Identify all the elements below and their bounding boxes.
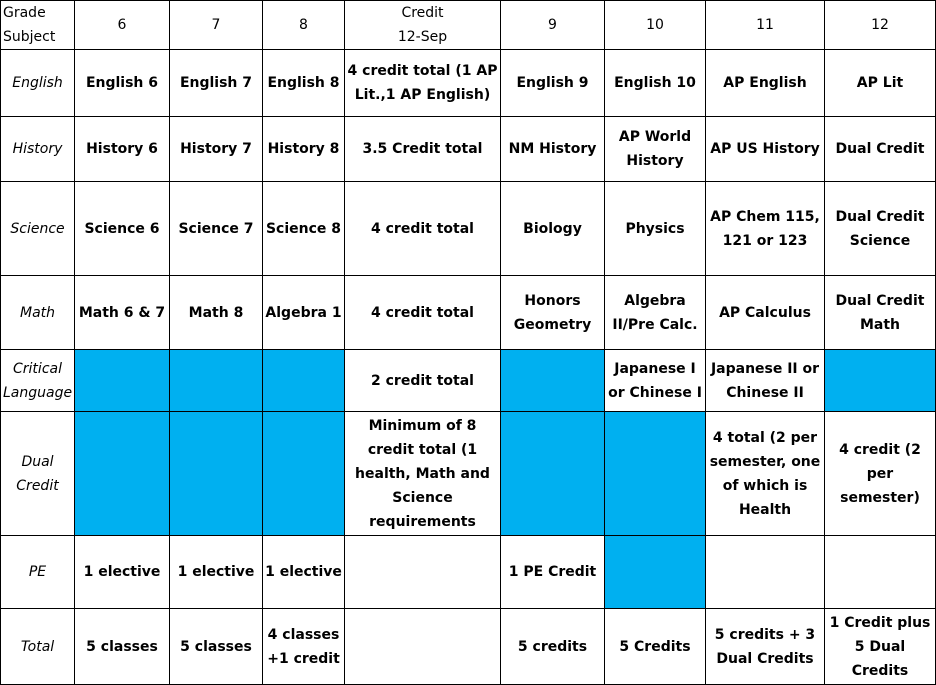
table-cell: 4 credit total [345, 276, 501, 350]
table-cell: Math 6 & 7 [75, 276, 170, 350]
row-label: History [1, 117, 75, 182]
row-label: Math [1, 276, 75, 350]
table-cell: Physics [605, 182, 706, 276]
table-cell [345, 609, 501, 685]
table-row [1, 536, 936, 609]
table-cell: 5 classes [75, 609, 170, 685]
table-cell: English 8 [263, 50, 345, 117]
highlighted-cell [263, 350, 345, 412]
table-cell: AP Chem 115, 121 or 123 [706, 182, 825, 276]
table-cell: 4 total (2 per semester, one of which is Health [706, 412, 825, 536]
table-row [1, 412, 936, 536]
table-row [1, 50, 936, 117]
table-cell: AP Lit [825, 50, 936, 117]
table-cell: AP World History [605, 117, 706, 182]
table-cell: 1 Credit plus 5 Dual Credits [825, 609, 936, 685]
table-cell: Science 8 [263, 182, 345, 276]
table-cell: History 6 [75, 117, 170, 182]
column-header: 6 [75, 1, 170, 50]
table-cell: 1 PE Credit [501, 536, 605, 609]
column-header: 7 [170, 1, 263, 50]
table-cell: 1 elective [263, 536, 345, 609]
table-cell: Algebra 1 [263, 276, 345, 350]
table-cell [706, 536, 825, 609]
highlighted-cell [170, 412, 263, 536]
table-cell [825, 536, 936, 609]
table-cell: Honors Geometry [501, 276, 605, 350]
table-cell: 5 credits [501, 609, 605, 685]
table-cell: 4 classes +1 credit [263, 609, 345, 685]
table-cell: 1 elective [170, 536, 263, 609]
table-cell: English 10 [605, 50, 706, 117]
table-cell: AP English [706, 50, 825, 117]
column-header: 12 [825, 1, 936, 50]
table-cell: Algebra II/Pre Calc. [605, 276, 706, 350]
table-cell: Science 7 [170, 182, 263, 276]
corner-cell: Grade Subject [1, 1, 75, 50]
row-label: Critical Language [1, 350, 75, 412]
table-cell: 4 credit (2 per semester) [825, 412, 936, 536]
table-cell: 1 elective [75, 536, 170, 609]
table-cell: Dual Credit [825, 117, 936, 182]
table-row [1, 117, 936, 182]
table-cell: 2 credit total [345, 350, 501, 412]
column-header: 8 [263, 1, 345, 50]
table-row [1, 350, 936, 412]
table-cell: 5 Credits [605, 609, 706, 685]
table-cell: 5 credits + 3 Dual Credits [706, 609, 825, 685]
highlighted-cell [501, 412, 605, 536]
highlighted-cell [605, 412, 706, 536]
row-label: Science [1, 182, 75, 276]
table-cell: AP Calculus [706, 276, 825, 350]
table-row [1, 276, 936, 350]
highlighted-cell [170, 350, 263, 412]
table-cell: English 9 [501, 50, 605, 117]
table-cell: History 7 [170, 117, 263, 182]
row-label: PE [1, 536, 75, 609]
table-cell [345, 536, 501, 609]
highlighted-cell [263, 412, 345, 536]
column-header: Credit 12-Sep [345, 1, 501, 50]
table-cell: NM History [501, 117, 605, 182]
row-label: Dual Credit [1, 412, 75, 536]
table-cell: History 8 [263, 117, 345, 182]
table-cell: Science 6 [75, 182, 170, 276]
table-cell: 4 credit total (1 AP Lit.,1 AP English) [345, 50, 501, 117]
table-cell: Math 8 [170, 276, 263, 350]
table-cell: English 6 [75, 50, 170, 117]
highlighted-cell [75, 412, 170, 536]
highlighted-cell [605, 536, 706, 609]
column-header: 11 [706, 1, 825, 50]
table-cell: 4 credit total [345, 182, 501, 276]
column-header: 10 [605, 1, 706, 50]
table-cell: Minimum of 8 credit total (1 health, Math and Science requirements [345, 412, 501, 536]
table-row [1, 609, 936, 685]
table-cell: English 7 [170, 50, 263, 117]
table-cell: Japanese II or Chinese II [706, 350, 825, 412]
table-cell: 3.5 Credit total [345, 117, 501, 182]
highlighted-cell [75, 350, 170, 412]
row-label: English [1, 50, 75, 117]
header-row [1, 1, 936, 50]
highlighted-cell [825, 350, 936, 412]
table-cell: Japanese I or Chinese I [605, 350, 706, 412]
table-row [1, 182, 936, 276]
table-cell: Dual Credit Science [825, 182, 936, 276]
highlighted-cell [501, 350, 605, 412]
row-label: Total [1, 609, 75, 685]
table-cell: AP US History [706, 117, 825, 182]
column-header: 9 [501, 1, 605, 50]
table-cell: Biology [501, 182, 605, 276]
table-cell: Dual Credit Math [825, 276, 936, 350]
table-cell: 5 classes [170, 609, 263, 685]
